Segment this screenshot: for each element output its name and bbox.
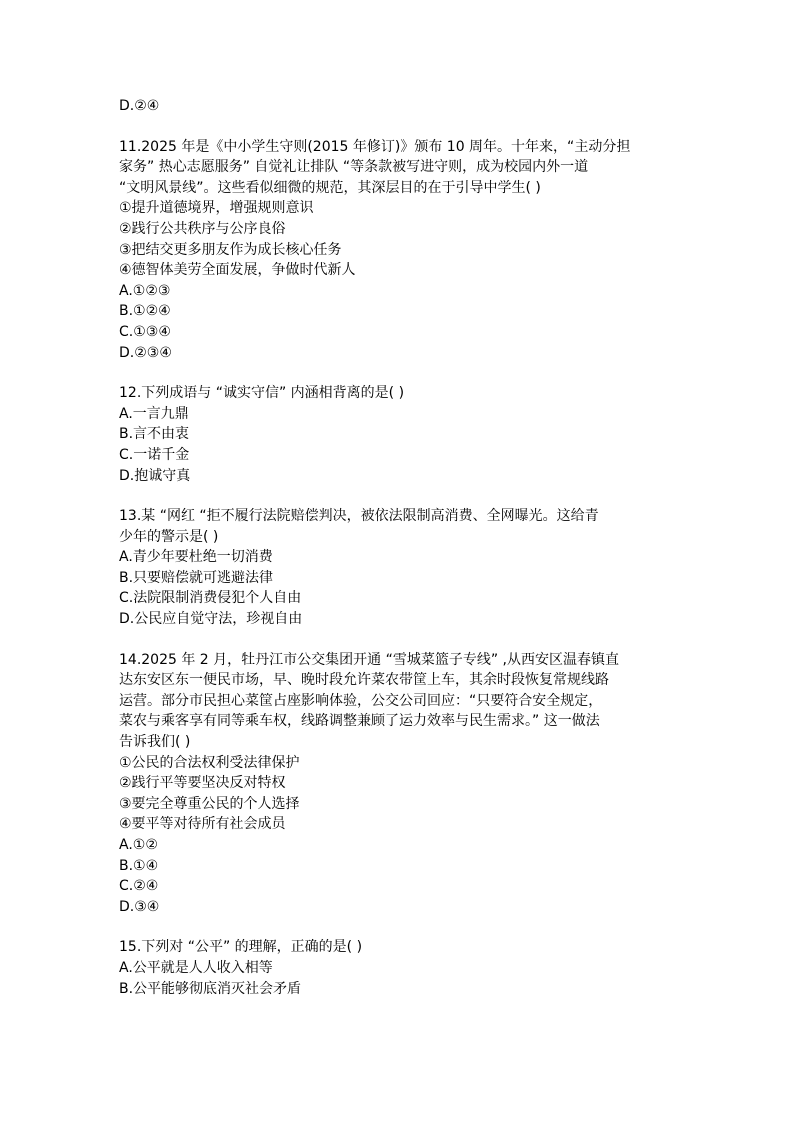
question-stem-line: 运营。部分市民担心菜筐占座影响体验，公交公司回应：“只要符合安全规定， [119,692,603,709]
question-stem-line: “文明风景线”。这些看似细微的规范，其深层目的在于引导中学生( ) [119,179,541,196]
question-stem-line: 达东安区东一便民市场，早、晚时段允许菜农带筐上车，其余时段恢复常规线路 [119,672,609,689]
question-stem-line: 12.下列成语与 “诚实守信” 内涵相背离的是( ) [119,385,405,402]
statement-line: ④德智体美劳全面发展，争做时代新人 [119,262,356,279]
question-stem-line: 告诉我们( ) [119,734,191,751]
question-stem-line: 少年的警示是( ) [119,528,219,545]
option-d: D.③④ [119,898,160,915]
option-c: C.①③④ [119,323,171,340]
exam-page [119,96,679,1019]
question-15 [119,937,679,999]
question-stem-line: 14.2025 年 2 月，牡丹江市公交集团开通 “雪城菜篮子专线” ,从西安区温春镇直 [119,651,620,668]
statement-line: ①公民的合法权利受法律保护 [119,754,300,771]
option-a: A.①②③ [119,282,171,299]
question-14 [119,650,679,918]
previous-question-tail [119,96,679,117]
option-line: D.②④ [119,98,160,114]
option-b: B.①②④ [119,303,171,320]
statement-line: ①提升道德境界，增强规则意识 [119,200,314,217]
question-stem-line: 15.下列对 “公平” 的理解，正确的是( ) [119,939,363,956]
option-a: A.①② [119,837,158,853]
option-b: B.只要赔偿就可逃避法律 [119,569,274,586]
option-b: B.公平能够彻底消灭社会矛盾 [119,980,302,997]
question-stem-line: 13.某 “网红 “拒不履行法院赔偿判决，被依法限制高消费、全网曝光。这给青 [119,508,599,525]
option-a: A.青少年要杜绝一切消费 [119,549,273,566]
statement-line: ②践行公共秩序与公序良俗 [119,220,286,237]
option-c: C.一诺千金 [119,446,190,463]
statement-line: ②践行平等要坚决反对特权 [119,775,286,792]
question-stem-line: 11.2025 年是《中小学生守则(2015 年修订)》颁布 10 周年。十年来，“主动分担 [119,138,631,155]
question-12 [119,383,679,486]
question-stem-line: 家务” 热心志愿服务” 自觉礼让排队 “等条款被写进守则，成为校园内外一道 [119,159,589,176]
option-d: D.②③④ [119,344,172,361]
question-13 [119,506,679,630]
option-a: A.公平就是人人收入相等 [119,959,273,976]
option-b: B.①④ [119,857,159,874]
option-a: A.一言九鼎 [119,405,189,422]
option-c: C.法院限制消费侵犯个人自由 [119,590,302,607]
statement-line: ③要完全尊重公民的个人选择 [119,795,300,812]
question-stem-line: 菜农与乘客享有同等乘车权，线路调整兼顾了运力效率与民生需求。” 这一做法 [119,713,600,730]
statement-line: ④要平等对待所有社会成员 [119,816,286,833]
option-d: D.公民应自觉守法，珍视自由 [119,611,303,628]
question-11 [119,137,679,364]
option-c: C.②④ [119,878,159,895]
statement-line: ③把结交更多朋友作为成长核心任务 [119,241,342,258]
option-b: B.言不由衷 [119,426,190,443]
option-d: D.抱诚守真 [119,467,191,484]
